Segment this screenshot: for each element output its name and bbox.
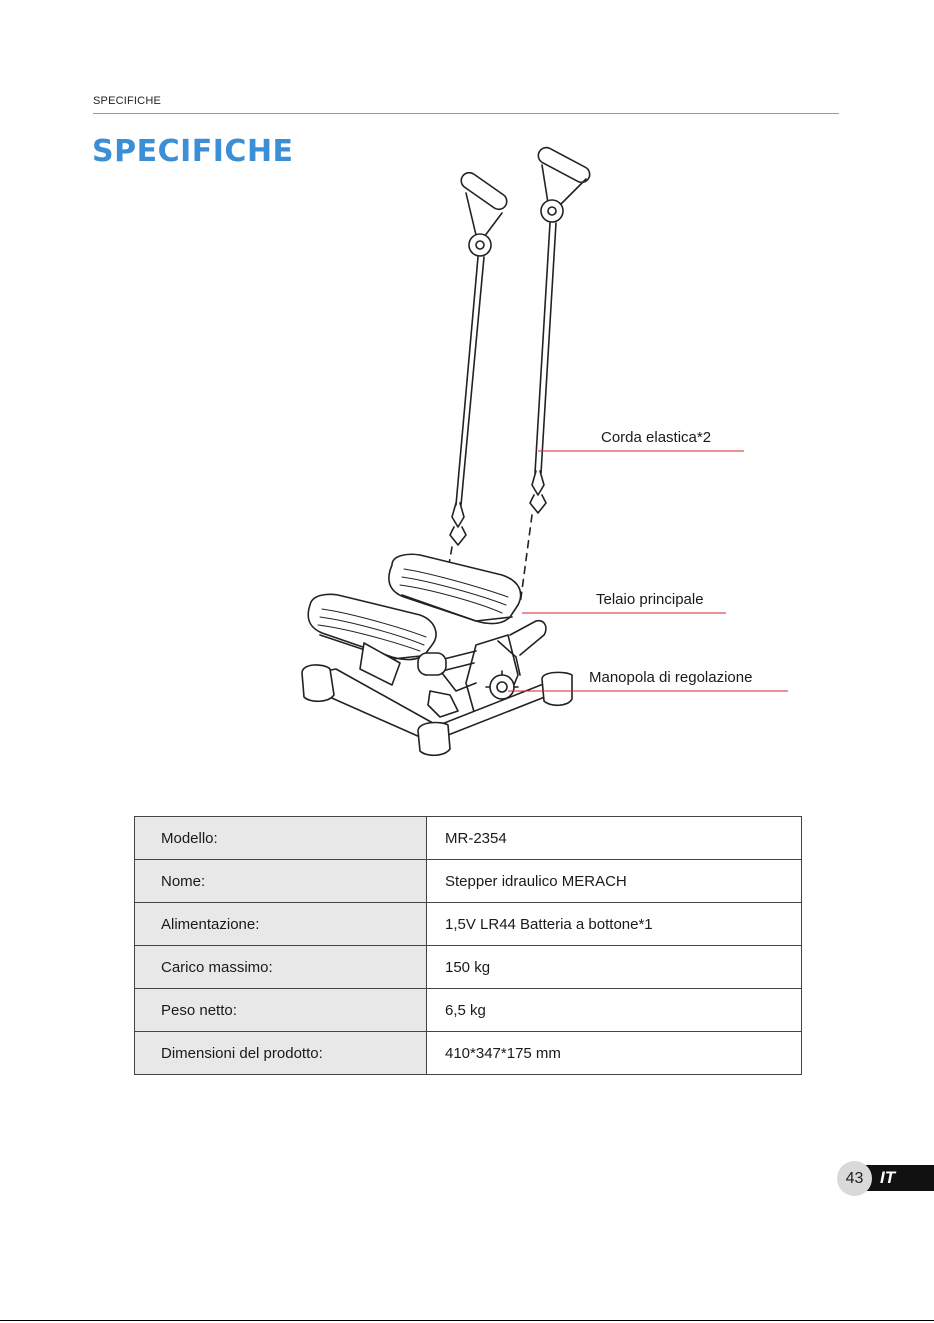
specifications-table xyxy=(134,816,802,1075)
bottom-divider xyxy=(0,1320,934,1321)
callout-label-cord: Corda elastica*2 xyxy=(601,429,712,446)
spec-label: Carico massimo: xyxy=(135,946,427,989)
spec-value: 150 kg xyxy=(427,946,802,989)
callout-label-frame: Telaio principale xyxy=(596,591,704,608)
spec-label: Modello: xyxy=(135,817,427,860)
spec-value: MR-2354 xyxy=(427,817,802,860)
spec-value: 410*347*175 mm xyxy=(427,1032,802,1075)
left-handle xyxy=(458,170,510,256)
spec-value: 1,5V LR44 Batteria a bottone*1 xyxy=(427,903,802,946)
left-clip xyxy=(450,503,466,545)
spec-value: 6,5 kg xyxy=(427,989,802,1032)
table-row xyxy=(135,1032,802,1075)
language-tab: IT xyxy=(858,1165,934,1191)
table-row xyxy=(135,860,802,903)
table-row xyxy=(135,946,802,989)
spec-label: Nome: xyxy=(135,860,427,903)
right-clip xyxy=(530,471,546,513)
spec-label: Dimensioni del prodotto: xyxy=(135,1032,427,1075)
right-handle xyxy=(536,145,593,222)
spec-label: Peso netto: xyxy=(135,989,427,1032)
spec-label: Alimentazione: xyxy=(135,903,427,946)
callout-label-knob: Manopola di regolazione xyxy=(589,669,753,686)
page-number-badge: 43 xyxy=(837,1161,872,1196)
page-title: SPECIFICHE xyxy=(92,134,294,169)
header-section-label: SPECIFICHE xyxy=(93,95,162,107)
table-row xyxy=(135,989,802,1032)
left-cord xyxy=(456,257,484,505)
table-row xyxy=(135,903,802,946)
spec-value: Stepper idraulico MERACH xyxy=(427,860,802,903)
table-row xyxy=(135,817,802,860)
header-divider xyxy=(93,113,839,114)
right-cord xyxy=(535,223,556,473)
